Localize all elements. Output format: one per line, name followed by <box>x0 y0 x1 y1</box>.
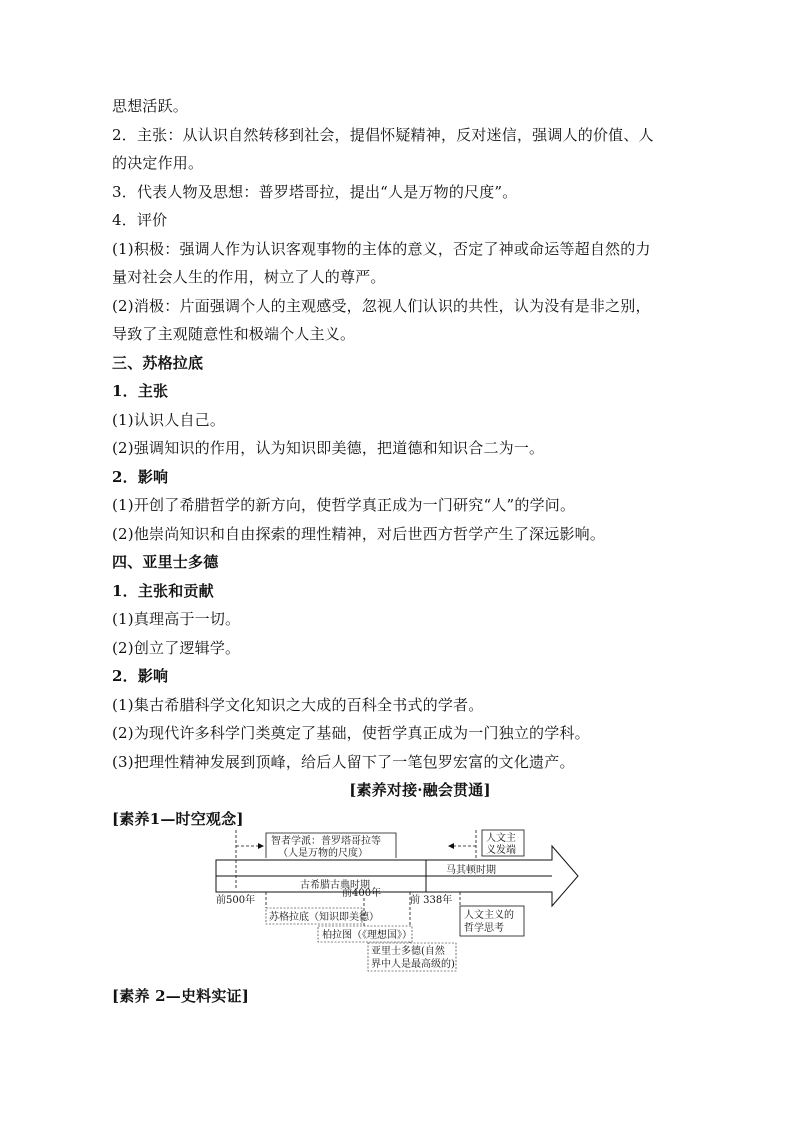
text-line: 导致了主观随意性和极端个人主义。 <box>112 325 356 343</box>
period-label: 马其顿时期 <box>446 865 496 876</box>
subheading: 1．主张 <box>112 382 169 400</box>
literacy-heading-2: [素养 2—史料实证] <box>112 987 250 1005</box>
year-label: 前500年 <box>216 895 256 906</box>
text-line: 3．代表人物及思想：普罗塔哥拉，提出“人是万物的尺度”。 <box>112 182 518 201</box>
socrates-label: 苏格拉底（知识即美德） <box>269 912 379 923</box>
humanism-thought-label: 哲学思考 <box>464 923 504 934</box>
text-line: (2)消极：片面强调个人的主观感受，忽视人们认识的共性，认为没有是非之别， <box>112 296 651 315</box>
text-line: (1)真理高于一切。 <box>112 610 241 628</box>
humanism-origin-label: 人文主 <box>486 833 516 844</box>
text-line: (1)集古希腊科学文化知识之大成的百科全书式的学者。 <box>112 695 484 714</box>
section-banner: [素养对接·融会贯通] <box>349 781 491 799</box>
period-label: 古希腊古典时期 <box>300 880 370 891</box>
sophists-label: 智者学派：普罗塔哥拉等 <box>271 836 381 847</box>
subheading: 1．主张和贡献 <box>112 581 214 600</box>
text-line: 的决定作用。 <box>112 154 204 172</box>
text-line: (2)强调知识的作用，认为知识即美德，把道德和知识合二为一。 <box>112 439 545 457</box>
subheading: 2．影响 <box>112 467 169 486</box>
subheading: 4．评价 <box>112 211 168 229</box>
sophists-label: （人是万物的尺度） <box>278 848 368 859</box>
humanism-thought-label: 人文主义的 <box>464 910 514 921</box>
section-heading-socrates: 三、苏格拉底 <box>112 353 204 372</box>
plato-label: 柏拉图（《理想国》） <box>322 930 412 941</box>
humanism-origin-label: 义发端 <box>486 845 516 856</box>
text-line: (1)认识人自己。 <box>112 410 226 429</box>
text-line: (2)创立了逻辑学。 <box>112 638 241 657</box>
text-line: 2．主张：从认识自然转移到社会，提倡怀疑精神，反对迷信，强调人的价值、人 <box>112 125 654 144</box>
document-body <box>112 92 692 833</box>
text-line: (1)开创了希腊哲学的新方向，使哲学真正成为一门研究“人”的学问。 <box>112 496 576 514</box>
year-label: 前400年 <box>342 888 382 899</box>
text-line: (2)为现代许多科学门类奠定了基础，使哲学真正成为一门独立的学科。 <box>112 724 590 742</box>
literacy-heading-1: [素养1—时空观念] <box>112 809 244 828</box>
arrow-head <box>258 843 264 849</box>
text-line: 量对社会人生的作用，树立了人的尊严。 <box>112 268 386 286</box>
text-line: (3)把理性精神发展到顶峰，给后人留下了一笔包罗宏富的文化遗产。 <box>112 752 575 771</box>
text-line: (1)积极：强调人作为认识客观事物的主体的意义，否定了神或命运等超自然的力 <box>112 239 651 258</box>
text-line: 思想活跃。 <box>112 97 189 115</box>
subheading: 2．影响 <box>112 667 169 685</box>
aristotle-label: 亚里士多德(自然 <box>371 946 445 957</box>
timeline-diagram <box>214 826 580 976</box>
section-heading-aristotle: 四、亚里士多德 <box>112 553 219 571</box>
text-line: (2)他崇尚知识和自由探索的理性精神，对后世西方哲学产生了深远影响。 <box>112 524 606 543</box>
arrow-head <box>448 843 454 849</box>
year-label: 前 338年 <box>410 895 453 906</box>
aristotle-label: 界中人是最高级的) <box>371 959 455 970</box>
